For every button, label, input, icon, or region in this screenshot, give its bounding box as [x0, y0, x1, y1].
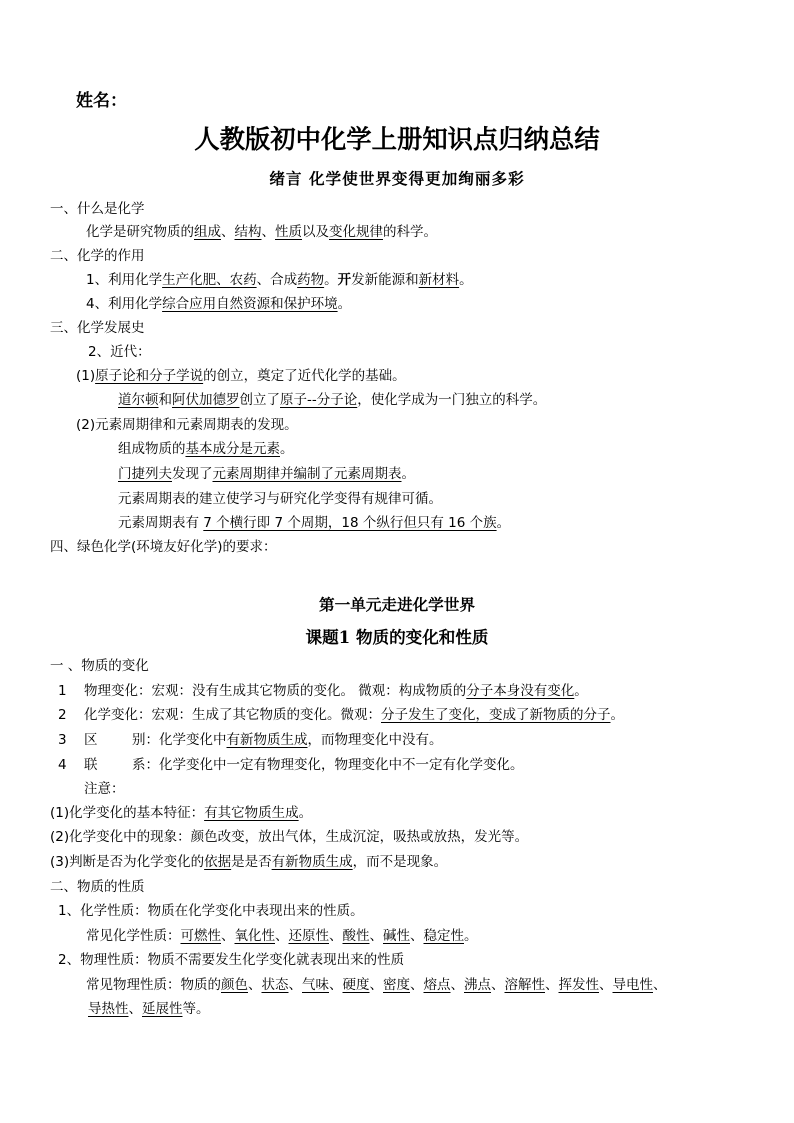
- note-2: (2)化学变化中的现象：颜色改变，放出气体，生成沉淀，吸热或放热，发光等。: [50, 829, 529, 845]
- role-line-2: 4、利用化学综合应用自然资源和保护环境。: [86, 296, 352, 312]
- change-row-1: 1 物理变化：宏观：没有生成其它物质的变化。 微观：构成物质的分子本身没有变化。: [58, 683, 588, 699]
- history-modern-label: 2、近代：: [88, 344, 151, 360]
- change-row-3: 3 区 别：化学变化中有新物质生成，而物理变化中没有。: [58, 732, 443, 748]
- history-point-2b: 门捷列夫发现了元素周期律并编制了元素周期表。: [118, 466, 415, 482]
- history-point-1: (1)原子论和分子学说的创立，奠定了近代化学的基础。: [76, 368, 406, 384]
- role-line-1: 1、利用化学生产化肥、农药、合成药物。开发新能源和新材料。: [86, 272, 473, 288]
- change-row-2: 2 化学变化：宏观：生成了其它物质的变化。微观：分子发生了变化，变成了新物质的分子。: [58, 707, 624, 723]
- page-title: 人教版初中化学上册知识点归纳总结: [194, 124, 600, 154]
- note-label: 注意：: [84, 781, 125, 797]
- physical-property-definition: 2、物理性质：物质不需要发生化学变化就表现出来的性质: [58, 952, 405, 968]
- note-1: (1)化学变化的基本特征：有其它物质生成。: [50, 805, 313, 821]
- chemical-property-definition: 1、化学性质：物质在化学变化中表现出来的性质。: [58, 903, 364, 919]
- physical-property-list: 常见物理性质：物质的颜色、状态、气味、硬度、密度、熔点、沸点、溶解性、挥发性、导电性、: [86, 977, 667, 993]
- section-heading-green-chemistry: 四、绿色化学(环境友好化学)的要求：: [50, 539, 277, 555]
- section-heading-properties: 二、物质的性质: [50, 879, 145, 895]
- change-row-4: 4 联 系：化学变化中一定有物理变化，物理变化中不一定有化学变化。: [58, 757, 524, 773]
- section-heading-changes: 一 、物质的变化: [50, 658, 149, 674]
- note-3: (3)判断是否为化学变化的依据是是否有新物质生成，而不是现象。: [50, 854, 448, 870]
- lesson-title: 课题1 物质的变化和性质: [305, 627, 489, 647]
- definition-line: 化学是研究物质的组成、结构、性质以及变化规律的科学。: [86, 224, 437, 240]
- section-heading-history: 三、化学发展史: [50, 320, 145, 336]
- intro-subtitle: 绪言 化学使世界变得更加绚丽多彩: [269, 170, 525, 188]
- chemical-property-list: 常见化学性质：可燃性、氧化性、还原性、酸性、碱性、稳定性。: [86, 928, 478, 944]
- history-point-1b: 道尔顿和阿伏加德罗创立了原子--分子论，使化学成为一门独立的科学。: [118, 392, 547, 408]
- physical-property-list-cont: 导热性、延展性等。: [88, 1001, 210, 1017]
- section-heading-what-is-chemistry: 一、什么是化学: [50, 201, 145, 217]
- name-label: 姓名：: [76, 91, 127, 111]
- unit-title: 第一单元走进化学世界: [319, 595, 475, 614]
- history-point-2c: 元素周期表的建立使学习与研究化学变得有规律可循。: [118, 491, 442, 507]
- history-point-2: (2)元素周期律和元素周期表的发现。: [76, 417, 298, 433]
- section-heading-chemistry-role: 二、化学的作用: [50, 248, 145, 264]
- history-point-2d: 元素周期表有 7 个横行即 7 个周期，18 个纵行但只有 16 个族。: [118, 515, 511, 531]
- history-point-2a: 组成物质的基本成分是元素。: [118, 441, 294, 457]
